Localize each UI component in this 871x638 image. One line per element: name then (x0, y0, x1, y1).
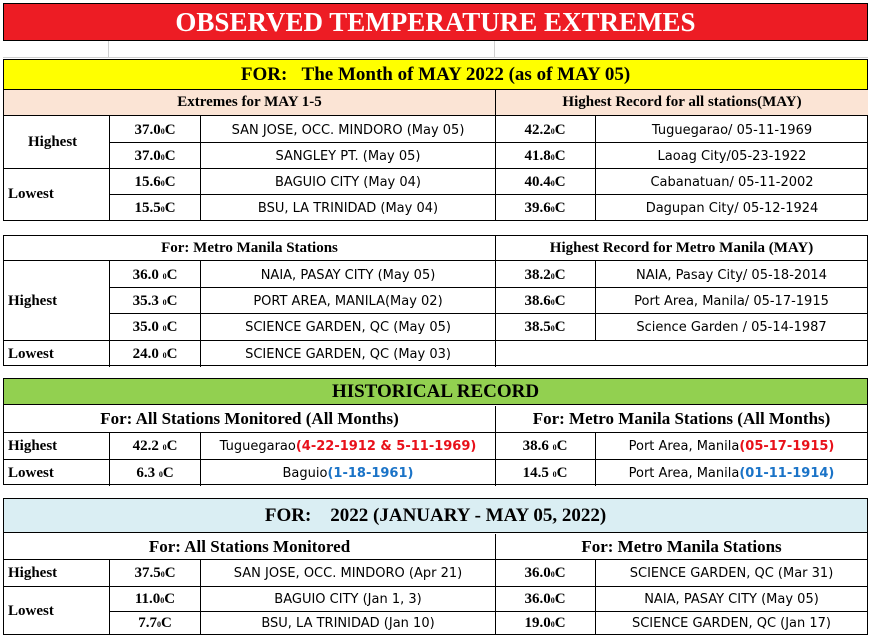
sec2-rec-temp-1: 38.2 $^0$ C (524, 266, 566, 283)
sec4-mm-station-3: SCIENCE GARDEN, QC (Jan 17) (631, 616, 832, 631)
historical-title: HISTORICAL RECORD (4, 379, 867, 405)
sec2-lowest-label: Lowest (8, 345, 54, 362)
sec3-highest-label: Highest (8, 437, 58, 454)
sec4-lowest-label: Lowest (8, 602, 54, 619)
month-bar (3, 59, 868, 90)
sec3-high-station: Tuguegarao (4-22-1912 & 5-11-1969) (219, 438, 477, 454)
sec1-lowest-label: Lowest (8, 185, 54, 202)
sec4-temp-3: 7.7 $^0$ C (138, 615, 172, 631)
sec1-right-header: Highest Record for all stations(MAY) (495, 90, 868, 116)
sec4-mm-temp-3: 19.0 $^0$ C (524, 615, 566, 631)
sec3-mm-low-temp: 14.5 $^0$ C (522, 464, 568, 481)
sec4-temp-1: 37.5 $^0$ C (134, 564, 176, 581)
sec2-temp-4: 24.0 $^0$ C (132, 345, 178, 362)
sec1-rec-station-1: Tuguegarao/ 05-11-1969 (651, 122, 813, 138)
sec4-station-2: BAGUIO CITY (Jan 1, 3) (274, 591, 422, 607)
sec4-title-bar (4, 499, 867, 533)
sec4-mm-station-2: NAIA, PASAY CITY (May 05) (644, 591, 819, 607)
sec2-rec-station-1: NAIA, Pasay City/ 05-18-2014 (636, 267, 827, 283)
section-historical (3, 378, 868, 485)
sec3-low-temp: 6.3 $^0$ C (136, 464, 174, 481)
sec2-station-3: SCIENCE GARDEN, QC (May 05) (245, 319, 451, 335)
sec4-title: 2022 (JANUARY - MAY 05, 2022) (330, 504, 607, 526)
sec1-rec-temp-1: 42.2 $^0$ C (524, 121, 566, 138)
for-label: FOR: (240, 63, 288, 85)
sec1-rec-temp-2: 41.8 $^0$ C (524, 147, 566, 164)
sec4-left-header: For: All Stations Monitored (148, 536, 351, 556)
sec2-station-1: NAIA, PASAY CITY (May 05) (260, 267, 436, 283)
sec3-high-temp: 42.2 $^0$ C (132, 437, 178, 454)
sec1-rec-temp-3: 40.4 $^0$ C (524, 173, 566, 190)
sec3-mm-high-temp: 38.6 $^0$ C (522, 437, 568, 454)
sec2-temp-1: 36.0 $^0$ C (132, 266, 178, 283)
section-metro-manila (3, 235, 868, 366)
sec2-rec-station-3: Science Garden / 05-14-1987 (636, 319, 827, 335)
sec4-mm-temp-2: 36.0 $^0$ C (524, 590, 566, 607)
sec2-right-header: Highest Record for Metro Manila (MAY) (495, 236, 867, 261)
sec1-temp-4: 15.5 $^0$ C (134, 199, 176, 216)
sec2-station-4: SCIENCE GARDEN, QC (May 03) (245, 346, 451, 362)
sec3-right-header: For: Metro Manila Stations (All Months) (495, 406, 867, 432)
sec2-highest-label: Highest (8, 292, 58, 309)
sec2-temp-3: 35.0 $^0$ C (132, 318, 178, 335)
sec1-rec-station-2: Laoag City/05-23-1922 (657, 148, 807, 164)
sec4-station-1: SAN JOSE, OCC. MINDORO (Apr 21) (233, 565, 463, 581)
sec3-low-station: Baguio (1-18-1961) (282, 465, 414, 481)
sec3-mm-high-station: Port Area, Manila (05-17-1915) (628, 438, 835, 454)
sec4-mm-station-1: SCIENCE GARDEN, QC (Mar 31) (629, 565, 834, 581)
sec2-station-2: PORT AREA, MANILA(May 02) (253, 293, 443, 309)
sec1-temp-1: 37.0 $^0$ C (134, 121, 176, 138)
title-banner (3, 3, 868, 41)
sec3-lowest-label: Lowest (8, 464, 54, 481)
sec4-highest-label: Highest (8, 564, 58, 581)
sec1-rec-station-3: Cabanatuan/ 05-11-2002 (650, 174, 814, 190)
sec2-rec-temp-2: 38.6 $^0$ C (524, 292, 566, 309)
sec1-station-2: SANGLEY PT. (May 05) (275, 148, 421, 164)
sec4-for-label: FOR: (264, 504, 312, 526)
sec1-left-header: Extremes for MAY 1-5 (4, 90, 495, 116)
sec4-right-header: For: Metro Manila Stations (495, 534, 867, 559)
sec2-left-header: For: Metro Manila Stations (4, 236, 495, 261)
sec1-highest-label: Highest (28, 133, 78, 150)
sec1-station-3: BAGUIO CITY (May 04) (275, 174, 421, 190)
sec1-rec-station-4: Dagupan City/ 05-12-1924 (645, 200, 819, 216)
for-month: The Month of MAY 2022 (as of MAY 05) (301, 63, 631, 85)
sec1-station-1: SAN JOSE, OCC. MINDORO (May 05) (231, 122, 465, 138)
sec2-rec-station-2: Port Area, Manila/ 05-17-1915 (634, 293, 829, 309)
section-may-extremes (3, 90, 868, 221)
sec4-mm-temp-1: 36.0 $^0$ C (524, 564, 566, 581)
sec2-temp-2: 35.3 $^0$ C (132, 292, 178, 309)
section-2022 (3, 498, 868, 635)
sec4-station-3: BSU, LA TRINIDAD (Jan 10) (261, 616, 435, 631)
sec2-rec-temp-3: 38.5 $^0$ C (524, 318, 566, 335)
sec3-left-header: For: All Stations Monitored (All Months) (100, 409, 399, 428)
sec1-rec-temp-4: 39.6 $^0$ C (524, 199, 566, 216)
sec4-temp-2: 11.0 $^0$ C (134, 590, 176, 607)
sec1-station-4: BSU, LA TRINIDAD (May 04) (257, 200, 439, 216)
sec1-temp-2: 37.0 $^0$ C (134, 147, 176, 164)
sec1-temp-3: 15.6 $^0$ C (134, 173, 176, 190)
page-title: OBSERVED TEMPERATURE EXTREMES (175, 6, 696, 37)
sec3-mm-low-station: Port Area, Manila (01-11-1914) (628, 465, 835, 481)
